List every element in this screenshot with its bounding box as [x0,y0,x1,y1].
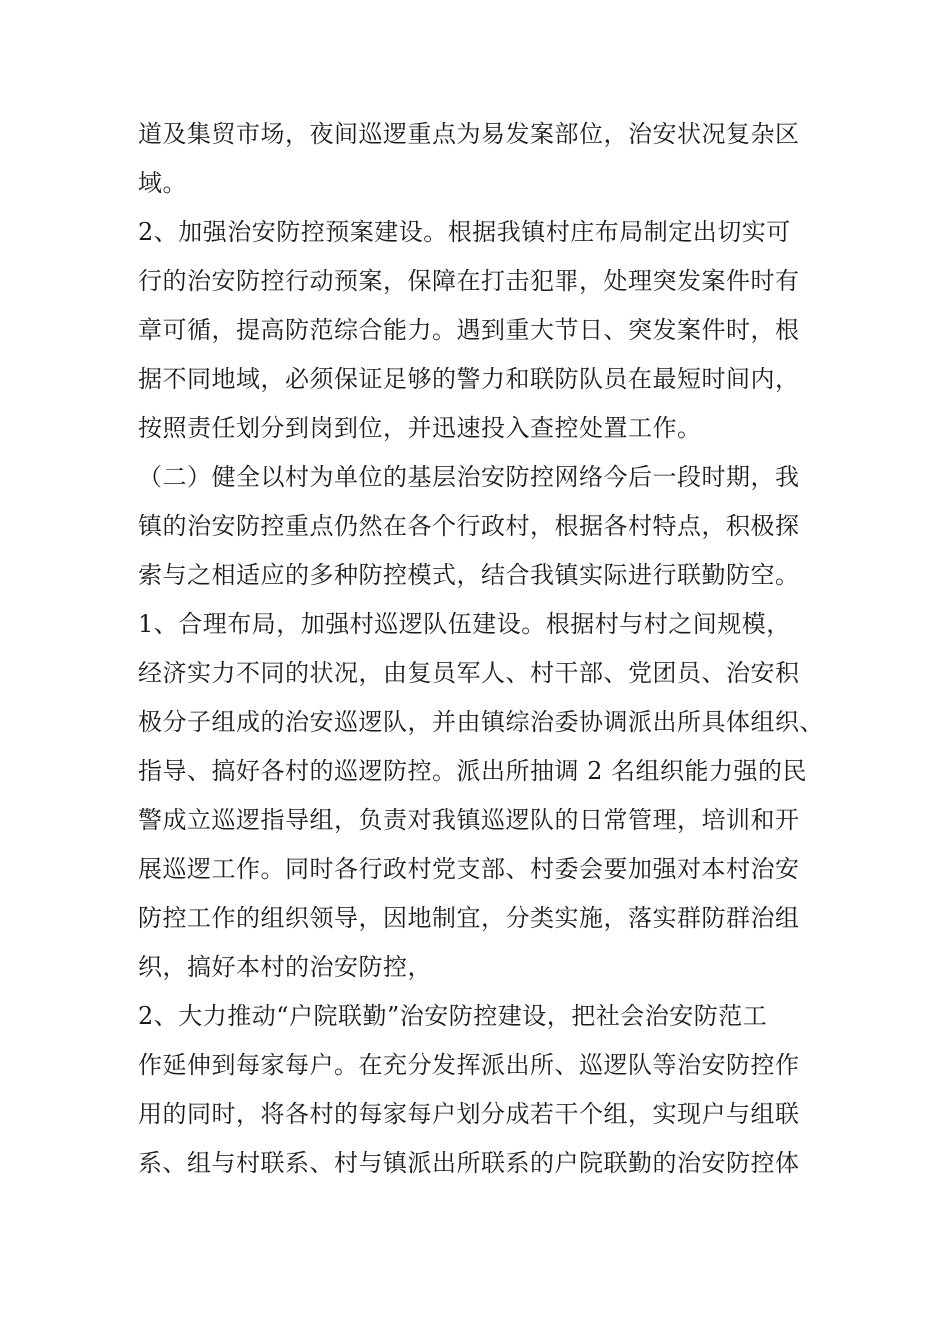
text-line: 防控工作的组织领导，因地制宜，分类实施，落实群防群治组 [138,904,800,932]
text-line: 极分子组成的治安巡逻队，并由镇综治委协调派出所具体组织、 [138,708,824,736]
text-line: 用的同时，将各村的每家每户划分成若干个组，实现户与组联 [138,1100,800,1128]
text-line: 织，搞好本村的治安防控， [138,953,432,981]
text-line: 经济实力不同的状况，由复员军人、村干部、党团员、治安积 [138,659,800,687]
text-line: 警成立巡逻指导组，负责对我镇巡逻队的日常管理，培训和开 [138,806,800,834]
text-line: 指导、搞好各村的巡逻防控。派出所抽调 2 名组织能力强的民 [138,757,808,785]
text-line: （二）健全以村为单位的基层治安防控网络今后一段时期，我 [138,463,800,491]
text-line: 行的治安防控行动预案，保障在打击犯罪，处理突发案件时有 [138,267,800,295]
text-line: 系、组与村联系、村与镇派出所联系的户院联勤的治安防控体 [138,1149,800,1177]
text-line: 展巡逻工作。同时各行政村党支部、村委会要加强对本村治安 [138,855,800,883]
text-line: 1、合理布局，加强村巡逻队伍建设。根据村与村之间规模， [138,610,791,638]
text-line: 按照责任划分到岗到位，并迅速投入查控处置工作。 [138,414,702,442]
text-line: 2、大力推动“户院联勤”治安防控建设，把社会治安防范工 [138,1002,768,1030]
text-line: 镇的治安防控重点仍然在各个行政村，根据各村特点，积极探 [138,512,800,540]
text-line: 据不同地域，必须保证足够的警力和联防队员在最短时间内， [138,365,800,393]
text-line: 章可循，提高防范综合能力。遇到重大节日、突发案件时，根 [138,316,800,344]
text-line: 2、加强治安防控预案建设。根据我镇村庄布局制定出切实可 [138,218,791,246]
text-line: 道及集贸市场，夜间巡逻重点为易发案部位，治安状况复杂区 [138,120,800,148]
text-line: 索与之相适应的多种防控模式，结合我镇实际进行联勤防空。 [138,561,800,589]
text-line: 域。 [138,169,187,197]
text-line: 作延伸到每家每户。在充分发挥派出所、巡逻队等治安防控作 [138,1051,800,1079]
document-body [138,110,838,1188]
